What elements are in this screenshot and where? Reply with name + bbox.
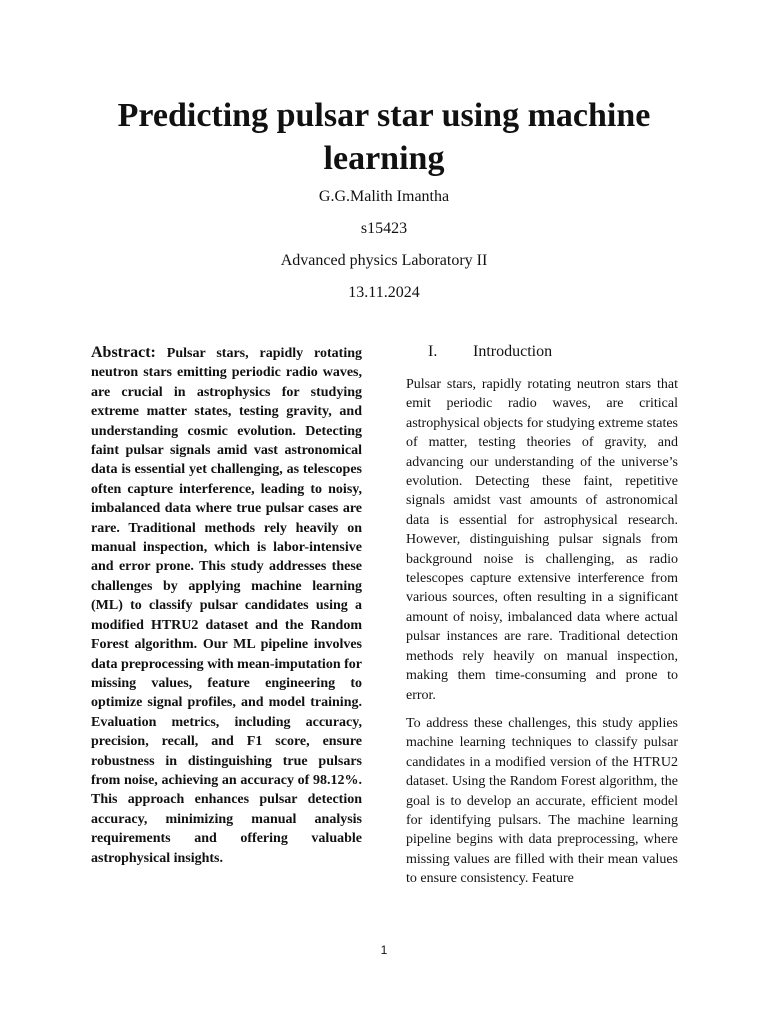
- intro-paragraph-1: Pulsar stars, rapidly rotating neutron stars that emit periodic radio waves, are critical astrophysical objects for studying extreme states of matter, testing theories of gravity, and advancing our understanding of the universe’s evolution. Detecting these faint, repetitive signals amidst vast amounts of astronomical data is essential for astrophysical research. However, distinguishing pulsar signals from background noise is challenging, as radio telescopes capture extensive interference from various sources, often resulting in a significant amount of noisy, imbalanced data where actual pulsar instances are rare. Traditional detection methods rely heavily on manual inspection, making them time-consuming and prone to error.: [406, 377, 678, 703]
- paper-title: Predicting pulsar star using machine learning: [117, 97, 651, 177]
- section-heading: [428, 342, 678, 362]
- student-id: s15423: [360, 220, 408, 237]
- abstract-text: Pulsar stars, rapidly rotating neutron stars emitting periodic radio waves, are crucial in astrophysics for studying extreme matter states, testing gravity, and understanding cosmic evolution. Detecting faint pulsar signals amid vast astronomical data is essential yet challenging, as telescopes often capture interference, leading to noisy, imbalanced data where true pulsar cases are rare. Traditional methods rely heavily on manual inspection, which is labor-intensive and error prone. This study addresses these challenges by applying machine learning (ML) to classify pulsar candidates using a modified HTRU2 dataset and the Random Forest algorithm. Our ML pipeline involves data preprocessing with mean-imputation for missing values, feature engineering to optimize signal profiles, and model training. Evaluation metrics, including accuracy, precision, recall, and F1 score, ensure robustness in distinguishing true pulsars from noise, achieving an accuracy of 98.12%. This approach enhances pulsar detection accuracy, minimizing manual analysis requirements and offering valuable astrophysical insights.: [91, 346, 362, 866]
- author-name: G.G.Malith Imantha: [318, 188, 450, 205]
- section-title: Introduction: [473, 343, 553, 360]
- intro-paragraph-2: To address these challenges, this study applies machine learning techniques to classify pulsar candidates in a modified version of the HTRU2 dataset. Using the Random Forest algorithm, the goal is to develop an accurate, efficient model for identifying pulsars. The machine learning pipeline begins with data preprocessing, where missing values are filled with their mean values to ensure consistency. Feature: [406, 715, 678, 887]
- report-date: 13.11.2024: [348, 284, 420, 301]
- section-number: I.: [428, 343, 438, 360]
- page-number: 1: [380, 943, 388, 957]
- course-name: Advanced physics Laboratory II: [280, 252, 488, 269]
- abstract-section: [91, 343, 362, 868]
- introduction-section: [406, 342, 678, 898]
- abstract-label: Abstract:: [91, 344, 156, 361]
